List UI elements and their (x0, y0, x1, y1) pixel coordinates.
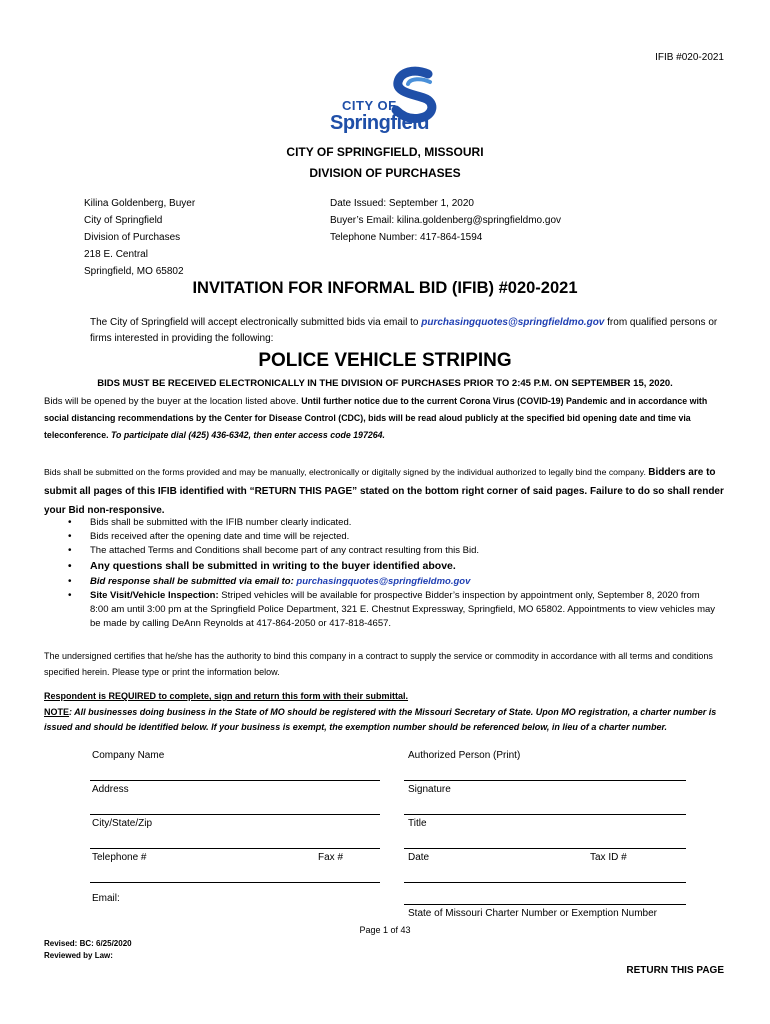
buyer-line: Springfield, MO 65802 (84, 266, 184, 277)
buyer-block (84, 195, 195, 280)
bullet-text: Striped vehicles will be available for prospective Bidder’s inspection by appointment only, September 8, 2020 from 8:00 am until 3:00 pm at the Springfield Police Department, 321 E. Chestnut Expressway, Springfield, MO 65802. Appointments to view vehicles may be made by calling DeAnn Reynolds at 417-864-2050 or 417-818-4657. (90, 590, 716, 629)
purchasing-email-link[interactable]: purchasingquotes@springfieldmo.gov (421, 317, 605, 328)
list-item (68, 516, 728, 530)
bullet-label: Bid response shall be submitted via email to: (90, 576, 297, 587)
issue-date: Date Issued: September 1, 2020 (330, 198, 474, 209)
reviewed-by: Reviewed by Law: (44, 951, 113, 960)
bullet-text: Any questions shall be submitted in writing to the buyer identified above. (90, 560, 456, 572)
company-name-field[interactable] (90, 780, 380, 781)
email-label: Email: (92, 893, 120, 904)
list-item (68, 575, 728, 589)
return-this-page: RETURN THIS PAGE (626, 965, 724, 976)
note-text: : All businesses doing business in the State of MO should be registered with the Missouri Secretary of State. Upon MO registration, a charter number is issued and should be identified below. If your business is exempt, the exemption number should be referenced below, in lieu of a charter number. (44, 707, 717, 732)
org-heading: CITY OF SPRINGFIELD, MISSOURI (286, 145, 484, 159)
requirements-list (68, 516, 728, 631)
signature-label: Signature (408, 784, 451, 795)
buyer-line: Kilina Goldenberg, Buyer (84, 198, 196, 209)
authorized-person-label: Authorized Person (Print) (408, 750, 521, 761)
tax-id-label: Tax ID # (590, 852, 627, 863)
city-state-zip-field[interactable] (90, 848, 380, 849)
email-field[interactable] (90, 906, 380, 907)
submission-requirement: Bidders are to submit all pages of this IFIB identified with “RETURN THIS PAGE” stated on the bottom right corner of said pages. Failure to do so shall render your Bid non-responsive. (44, 467, 724, 516)
intro-text-end: from qualified persons or firms interested in providing the following: (90, 317, 718, 344)
signature-field[interactable] (404, 814, 686, 815)
title-field[interactable] (404, 848, 686, 849)
respondent-required: Respondent is REQUIRED to complete, sign and return this form with their submittal. (44, 691, 409, 701)
charter-number-field[interactable] (404, 904, 686, 905)
buyer-phone: Telephone Number: 417-864-1594 (330, 232, 483, 243)
list-item (68, 558, 728, 575)
project-title: POLICE VEHICLE STRIPING (258, 350, 512, 371)
charter-number-label: State of Missouri Charter Number or Exemption Number (408, 908, 657, 919)
logo-springfield: Springfield (330, 112, 429, 134)
list-item (68, 530, 728, 544)
bullet-text: Bids shall be submitted with the IFIB number clearly indicated. (90, 517, 352, 528)
page-number: Page 1 of 43 (359, 925, 411, 935)
title-label: Title (408, 818, 427, 829)
bullet-text: Bids received after the opening date and time will be rejected. (90, 531, 350, 542)
fax-label: Fax # (318, 852, 344, 863)
company-name-label: Company Name (92, 750, 165, 761)
submission-paragraph (44, 463, 734, 520)
logo-city-of: CITY OF (342, 98, 397, 113)
certification-paragraph: The undersigned certifies that he/she has the authority to bind this company in a contract to supply the service or commodity in accordance with all terms and conditions specified herein. Please type or print the information below. (44, 651, 713, 677)
telephone-fax-field[interactable] (90, 882, 380, 883)
buyer-line: Division of Purchases (84, 232, 181, 243)
issue-block (330, 195, 561, 246)
document-id: IFIB #020-2021 (655, 52, 724, 63)
note-paragraph (44, 705, 730, 735)
address-field[interactable] (90, 814, 380, 815)
ifib-title: INVITATION FOR INFORMAL BID (IFIB) #020-2021 (192, 279, 578, 297)
bullet-text: The attached Terms and Conditions shall become part of any contract resulting from this Bid. (90, 545, 479, 556)
date-label: Date (408, 852, 430, 863)
buyer-line: 218 E. Central (84, 249, 148, 260)
submission-text: Bids shall be submitted on the forms provided and may be manually, electronically or digitally signed by the individual authorized to legally bind the company. (44, 467, 649, 477)
covid-notice: Until further notice due to the current Corona Virus (COVID-19) Pandemic and in accordance with social distancing recommendations by the Center for Disease Control (CDC), bids will be read aloud publicly at the specified bid opening date and time via teleconference. (44, 396, 708, 440)
telephone-label: Telephone # (92, 852, 147, 863)
address-label: Address (92, 784, 129, 795)
city-state-zip-label: City/State/Zip (92, 818, 153, 829)
deadline-notice: BIDS MUST BE RECEIVED ELECTRONICALLY IN THE DIVISION OF PURCHASES PRIOR TO 2:45 P.M. ON SEPTEMBER 15, 2020. (97, 378, 673, 389)
revised-date: Revised: BC: 6/25/2020 (44, 939, 132, 948)
date-taxid-field[interactable] (404, 882, 686, 883)
list-item (68, 589, 728, 631)
division-heading: DIVISION OF PURCHASES (309, 166, 461, 180)
city-logo (330, 66, 442, 138)
opening-paragraph (44, 393, 730, 444)
list-item (68, 544, 728, 558)
intro-text: The City of Springfield will accept electronically submitted bids via email to (90, 317, 422, 328)
note-label: NOTE (44, 707, 70, 717)
opening-text: Bids will be opened by the buyer at the location listed above. (44, 396, 302, 407)
intro-paragraph (90, 315, 720, 347)
buyer-line: City of Springfield (84, 215, 163, 226)
bullet-label: Site Visit/Vehicle Inspection: (90, 590, 219, 601)
teleconference-info: To participate dial (425) 436-6342, then enter access code 197264. (110, 430, 385, 440)
buyer-email: Buyer’s Email: kilina.goldenberg@springfieldmo.gov (330, 215, 562, 226)
bid-email-link[interactable]: purchasingquotes@springfieldmo.gov (296, 576, 471, 587)
authorized-person-field[interactable] (404, 780, 686, 781)
